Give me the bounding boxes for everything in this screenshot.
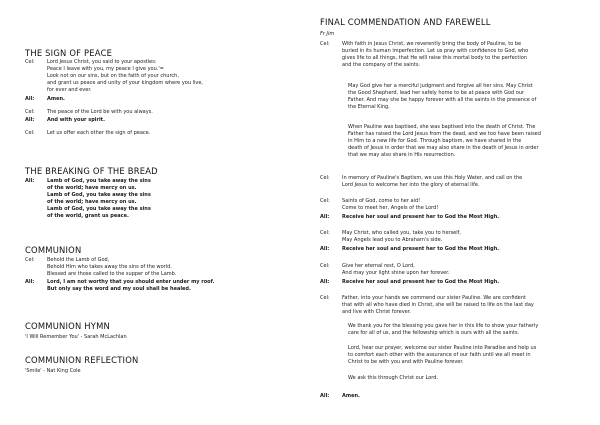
speaker: All:: [25, 178, 35, 184]
communion-heading: COMMUNION: [25, 245, 82, 255]
text-line: of the world; have mercy on us.: [47, 185, 137, 191]
text-line: Father. And may she be happy forever with all the saints in the presence of: [348, 97, 537, 103]
peace-entry-4: [25, 117, 275, 124]
commendation-entry-3: [320, 198, 585, 212]
text-line: the Good Shepherd, lead her safely home to be at peace with God our: [348, 90, 525, 96]
text-line: In memory of Pauline's Baptism, we use this Holy Water, and call on the: [342, 175, 523, 181]
text-line: Peace I leave with you, my peace I give you.'=: [47, 66, 164, 72]
commendation-entry-1: [320, 41, 585, 69]
text-line: Father has raised the Lord Jesus from the dead, and we too have been raised: [348, 131, 541, 137]
response-text: Amen.: [342, 393, 360, 399]
commendation-entry-2: [320, 175, 585, 189]
text-line: Blessed are those called to the supper of the Lamb.: [47, 271, 177, 277]
text-line: May Christ, who called you, take you to herself,: [342, 230, 461, 236]
communion-hymn-text: 'I Will Remember You' - Sarah McLachlan: [25, 334, 127, 340]
bread-entry-1: [25, 178, 275, 220]
text-line: Behold the Lamb of God,: [47, 257, 110, 263]
response-text: And with your spirit.: [47, 117, 105, 123]
text-line: care for all of us, and the fellowship which is ours with all the saints.: [348, 330, 520, 336]
speaker: Cel:: [25, 257, 35, 263]
celebrant-name: Fr Jim: [320, 31, 335, 37]
text-line: and grant us peace and unity of your kingdom where you live,: [47, 80, 204, 86]
communion-entry-1: [25, 257, 275, 278]
communion-hymn-heading: COMMUNION HYMN: [25, 321, 110, 331]
prayer-paragraph-1: [348, 83, 585, 111]
text-line: Lord Jesus to welcome her into the glory of eternal life.: [342, 182, 480, 188]
text-line: Lord, I am not worthy that you should enter under my roof.: [47, 279, 215, 285]
peace-entry-2: [25, 96, 275, 103]
text-line: to comfort each other with the assurance of our faith until we all meet in: [348, 352, 531, 358]
speaker: Cel:: [25, 130, 35, 136]
commendation-entry-9: [320, 295, 585, 316]
text: The peace of the Lord be with you always.: [47, 109, 153, 115]
communion-reflection-heading: COMMUNION REFLECTION: [25, 355, 139, 365]
text-line: Lord, hear our prayer, welcome our sister Pauline into Paradise and help us: [348, 345, 537, 351]
speaker: Cel:: [320, 230, 330, 236]
commendation-entry-5: [320, 230, 585, 244]
text-line: But only say the word and my soul shall be healed.: [47, 286, 191, 292]
text-line: gives life to all things, that He will raise this mortal body to the perfection: [342, 55, 528, 61]
speaker: Cel:: [320, 175, 330, 181]
prayer-closing: We ask this through Christ our Lord.: [348, 375, 439, 381]
communion-reflection-text: 'Smile' - Nat King Cole: [25, 368, 81, 374]
sign-of-peace-heading: THE SIGN OF PEACE: [25, 48, 113, 58]
text-line: Lord Jesus Christ, you said to your apostles:: [47, 59, 157, 65]
commendation-entry-8: [320, 279, 585, 286]
speaker: Cel:: [25, 109, 35, 115]
text-line: Lamb of God, you take away the sins: [47, 178, 151, 184]
text: Let us offer each other the sign of peace.: [47, 130, 151, 136]
text-line: May Angels lead you to Abraham's side.: [342, 237, 443, 243]
speaker: All:: [320, 214, 330, 220]
commendation-entry-4: [320, 214, 585, 221]
prayer-paragraph-4: [348, 345, 585, 366]
speaker: All:: [25, 279, 35, 285]
speaker: All:: [320, 246, 330, 252]
text-line: and live with Christ forever.: [342, 309, 411, 315]
speaker: All:: [25, 96, 35, 102]
text-line: Behold Him who takes away the sins of the world.: [47, 264, 172, 270]
peace-entry-5: [25, 130, 275, 137]
text-line: With faith in Jesus Christ, we reverently bring the body of Pauline, to be: [342, 41, 522, 47]
peace-entry-1: [25, 59, 275, 94]
text-line: Look not on our sins, but on the faith of your church,: [47, 73, 179, 79]
communion-entry-2: [25, 279, 275, 293]
text-line: Saints of God, come to her aid!: [342, 198, 421, 204]
commendation-entry-6: [320, 246, 585, 253]
text-line: When Pauline was baptised, she was baptised into the death of Christ. The: [348, 124, 536, 130]
text-line: Lamb of God, you take away the sins: [47, 206, 151, 212]
text-line: And may your light shine upon her forever.: [342, 270, 450, 276]
prayer-paragraph-2: [348, 124, 585, 159]
text-line: Father, into your hands we commend our sister Pauline. We are confident: [342, 295, 526, 301]
text-line: May God give her a merciful judgment and forgive all her sins. May Christ: [348, 83, 533, 89]
text-line: Christ to be with you and with Pauline forever.: [348, 359, 464, 365]
text-line: Lamb of God, you take away the sins: [47, 192, 151, 198]
commendation-entry-10: [320, 393, 585, 400]
speaker: Cel:: [320, 263, 330, 269]
response-text: Receive her soul and present her to God the Most High.: [342, 214, 500, 220]
text-line: that with all who have died in Christ, she will be raised to life on the last day: [342, 302, 534, 308]
final-commendation-heading: FINAL COMMENDATION AND FAREWELL: [320, 17, 491, 27]
speaker: Cel:: [320, 41, 330, 47]
text-line: that we may also share in His resurrection.: [348, 152, 456, 158]
speaker: All:: [320, 393, 330, 399]
response-text: Amen.: [47, 96, 65, 102]
speaker: All:: [320, 279, 330, 285]
text-line: We thank you for the blessing you gave her in this life to show your fatherly: [348, 323, 539, 329]
text-line: in Him to a new life for God. Through baptism, we have shared in the: [348, 138, 522, 144]
text-line: Come to meet her, Angels of the Lord!: [342, 205, 439, 211]
text-line: the Eternal King.: [348, 104, 390, 110]
response-text: Receive her soul and present her to God the Most High.: [342, 279, 500, 285]
text-line: death of Jesus in order that we may also share in the death of Jesus in order: [348, 145, 539, 151]
response-text: Receive her soul and present her to God the Most High.: [342, 246, 500, 252]
text-line: of the world, grant us peace.: [47, 213, 129, 219]
peace-entry-3: [25, 109, 275, 116]
speaker: Cel:: [25, 59, 35, 65]
speaker: Cel:: [320, 198, 330, 204]
text-line: buried in its human imperfection. Let us pray with confidence to God, who: [342, 48, 529, 54]
text-line: of the world; have mercy on us.: [47, 199, 137, 205]
text-line: for ever and ever.: [47, 87, 92, 93]
commendation-entry-7: [320, 263, 585, 277]
speaker: All:: [25, 117, 35, 123]
prayer-paragraph-3: [348, 323, 585, 337]
speaker: Cel:: [320, 295, 330, 301]
breaking-of-bread-heading: THE BREAKING OF THE BREAD: [25, 166, 158, 176]
text-line: Give her eternal rest, O Lord,: [342, 263, 415, 269]
text-line: and the company of the saints.: [342, 62, 421, 68]
